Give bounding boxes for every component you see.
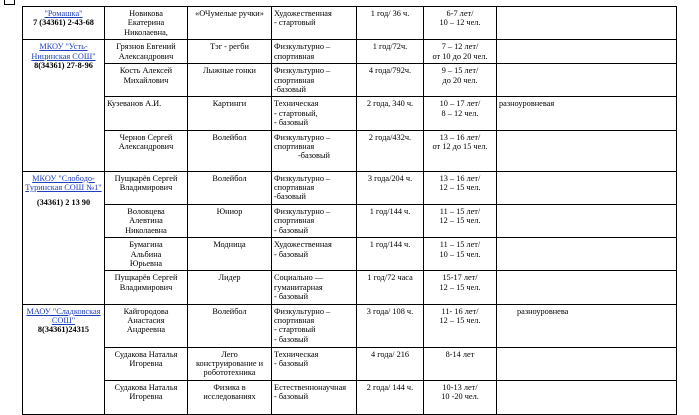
age-cell: 11 – 15 лет/ 10 – 15 чел. xyxy=(424,238,497,271)
note-cell xyxy=(497,64,677,97)
teacher-cell: Воловцева Алевтина Николаевна xyxy=(105,204,188,237)
duration-cell: 1 год/144 ч. xyxy=(357,204,424,237)
program-cell: Волейбол xyxy=(188,304,272,347)
program-cell: «ОЧумелые ручки» xyxy=(188,7,272,40)
table-row xyxy=(23,347,677,380)
table-row xyxy=(23,40,677,64)
program-cell: Тэг - регби xyxy=(188,40,272,64)
note-cell xyxy=(497,130,677,171)
program-cell: Лидер xyxy=(188,271,272,304)
program-cell: Физика в исследованиях xyxy=(188,380,272,414)
note-cell xyxy=(497,238,677,271)
duration-cell: 1 год/72ч. xyxy=(357,40,424,64)
duration-cell: 2 года/432ч. xyxy=(357,130,424,171)
table-row xyxy=(23,204,677,237)
table-row xyxy=(23,7,677,40)
direction-cell xyxy=(272,130,357,171)
table-row xyxy=(23,238,677,271)
table-row xyxy=(23,171,677,204)
note-cell: разноуровнева xyxy=(497,304,677,347)
table-row xyxy=(23,380,677,414)
direction-level: -базовый xyxy=(298,151,330,161)
age-cell: 15-17 лет/ 12 – 15 чел. xyxy=(424,271,497,304)
age-cell: 11 – 15 лет/ 12 – 15 чел. xyxy=(424,204,497,237)
program-cell: Юниор xyxy=(188,204,272,237)
age-cell: 11- 16 лет/ 12 – 15 чел. xyxy=(424,304,497,347)
teacher-cell: Новикова Екатерина Николаевна, xyxy=(105,7,188,40)
table-row xyxy=(23,271,677,304)
school-cell xyxy=(23,304,105,414)
school-name[interactable]: МКОУ "Усть-Ницинская СОШ" xyxy=(31,42,96,61)
note-cell: разноуровневая xyxy=(497,97,677,130)
table-row xyxy=(23,304,677,347)
table-row xyxy=(23,64,677,97)
direction-cell: Техническая - стартовый, - базовый xyxy=(272,97,357,130)
direction-cell: Техническая - базовый xyxy=(272,347,357,380)
direction-cell: Естественнонаучная - базовый xyxy=(272,380,357,414)
program-cell: Картинги xyxy=(188,97,272,130)
school-cell xyxy=(23,40,105,171)
teacher-cell: Кость Алексей Михайлович xyxy=(105,64,188,97)
note-cell xyxy=(497,271,677,304)
note-cell xyxy=(497,347,677,380)
teacher-cell: Пущкарёв Сергей Владимирович xyxy=(105,271,188,304)
age-cell: 10-13 лет/ 10 -20 чел. xyxy=(424,380,497,414)
note-cell xyxy=(497,40,677,64)
duration-cell: 2 года/ 144 ч. xyxy=(357,380,424,414)
duration-cell: 1 год/ 36 ч. xyxy=(357,7,424,40)
direction-cell: Художественная - базовый xyxy=(272,238,357,271)
school-phone: 7 (34361) 2-43-68 xyxy=(33,18,94,28)
school-name[interactable]: "Ромашка" xyxy=(44,9,83,18)
duration-cell: 4 года/ 216 xyxy=(357,347,424,380)
teacher-cell: Бумагина Альбина Юрьевна xyxy=(105,238,188,271)
teacher-cell: Кузеванов А.И. xyxy=(105,97,188,130)
program-cell: Лего конструирование и робототехника xyxy=(188,347,272,380)
age-cell: 7 – 12 лет/ от 10 до 20 чел. xyxy=(424,40,497,64)
direction-cell: Физкультурно – спортивная -базовый xyxy=(272,171,357,204)
age-cell: 13 – 16 лет/ 12 – 15 чел. xyxy=(424,171,497,204)
note-cell xyxy=(497,7,677,40)
duration-cell: 1 год/144 ч. xyxy=(357,238,424,271)
school-phone: (34361) 2 13 90 xyxy=(36,198,91,208)
teacher-cell: Судакова Наталья Игоревна xyxy=(105,380,188,414)
teacher-cell: Пущкарёв Сергей Владимирович xyxy=(105,171,188,204)
teacher-cell: Судакова Наталья Игоревна xyxy=(105,347,188,380)
school-phone: 8(34361) 27-8-96 xyxy=(34,61,93,71)
direction-cell: Физкультурно – спортивная - стартовый - базовый xyxy=(272,304,357,347)
age-cell: 9 – 15 лет/ до 20 чел. xyxy=(424,64,497,97)
direction-cell: Социально — гуманитарная - базовый xyxy=(272,271,357,304)
table-move-handle[interactable] xyxy=(4,0,15,5)
table-row xyxy=(23,97,677,130)
table-row xyxy=(23,130,677,171)
note-cell xyxy=(497,171,677,204)
teacher-cell: Чернов Сергей Александрович xyxy=(105,130,188,171)
school-cell xyxy=(23,171,105,304)
direction-cell: Художественная - стартовый xyxy=(272,7,357,40)
school-cell xyxy=(23,7,105,40)
school-phone: 8(34361)24315 xyxy=(37,325,90,335)
age-cell: 6-7 лет/ 10 – 12 чел. xyxy=(424,7,497,40)
duration-cell: 3 года/ 108 ч. xyxy=(357,304,424,347)
direction-cell: Физкультурно – спортивная xyxy=(272,40,357,64)
direction-cell: Физкультурно – спортивная - базовый xyxy=(272,204,357,237)
programs-table xyxy=(22,6,677,415)
teacher-cell: Кайгородова Анастасия Андреевна xyxy=(105,304,188,347)
duration-cell: 2 года, 340 ч. xyxy=(357,97,424,130)
school-name[interactable]: МКОУ "Слободо-Туринская СОШ №1" xyxy=(25,173,102,193)
direction-text: Физкультурно – спортивная xyxy=(274,132,331,152)
school-name[interactable]: МАОУ "Сладковская СОШ" xyxy=(26,306,101,325)
program-cell: Волейбол xyxy=(188,171,272,204)
note-cell xyxy=(497,380,677,414)
duration-cell: 3 года/204 ч. xyxy=(357,171,424,204)
teacher-cell: Грязнов Евгений Александрович xyxy=(105,40,188,64)
age-cell: 13 – 16 лет/ от 12 до 15 чел. xyxy=(424,130,497,171)
duration-cell: 4 года/792ч. xyxy=(357,64,424,97)
age-cell: 10 – 17 лет/ 8 – 12 чел. xyxy=(424,97,497,130)
duration-cell: 1 год/72 часа xyxy=(357,271,424,304)
note-cell xyxy=(497,204,677,237)
direction-cell: Физкультурно – спортивная -базовый xyxy=(272,64,357,97)
age-cell: 8-14 лет xyxy=(424,347,497,380)
program-cell: Модница xyxy=(188,238,272,271)
program-cell: Лыжные гонки xyxy=(188,64,272,97)
program-cell: Волейбол xyxy=(188,130,272,171)
